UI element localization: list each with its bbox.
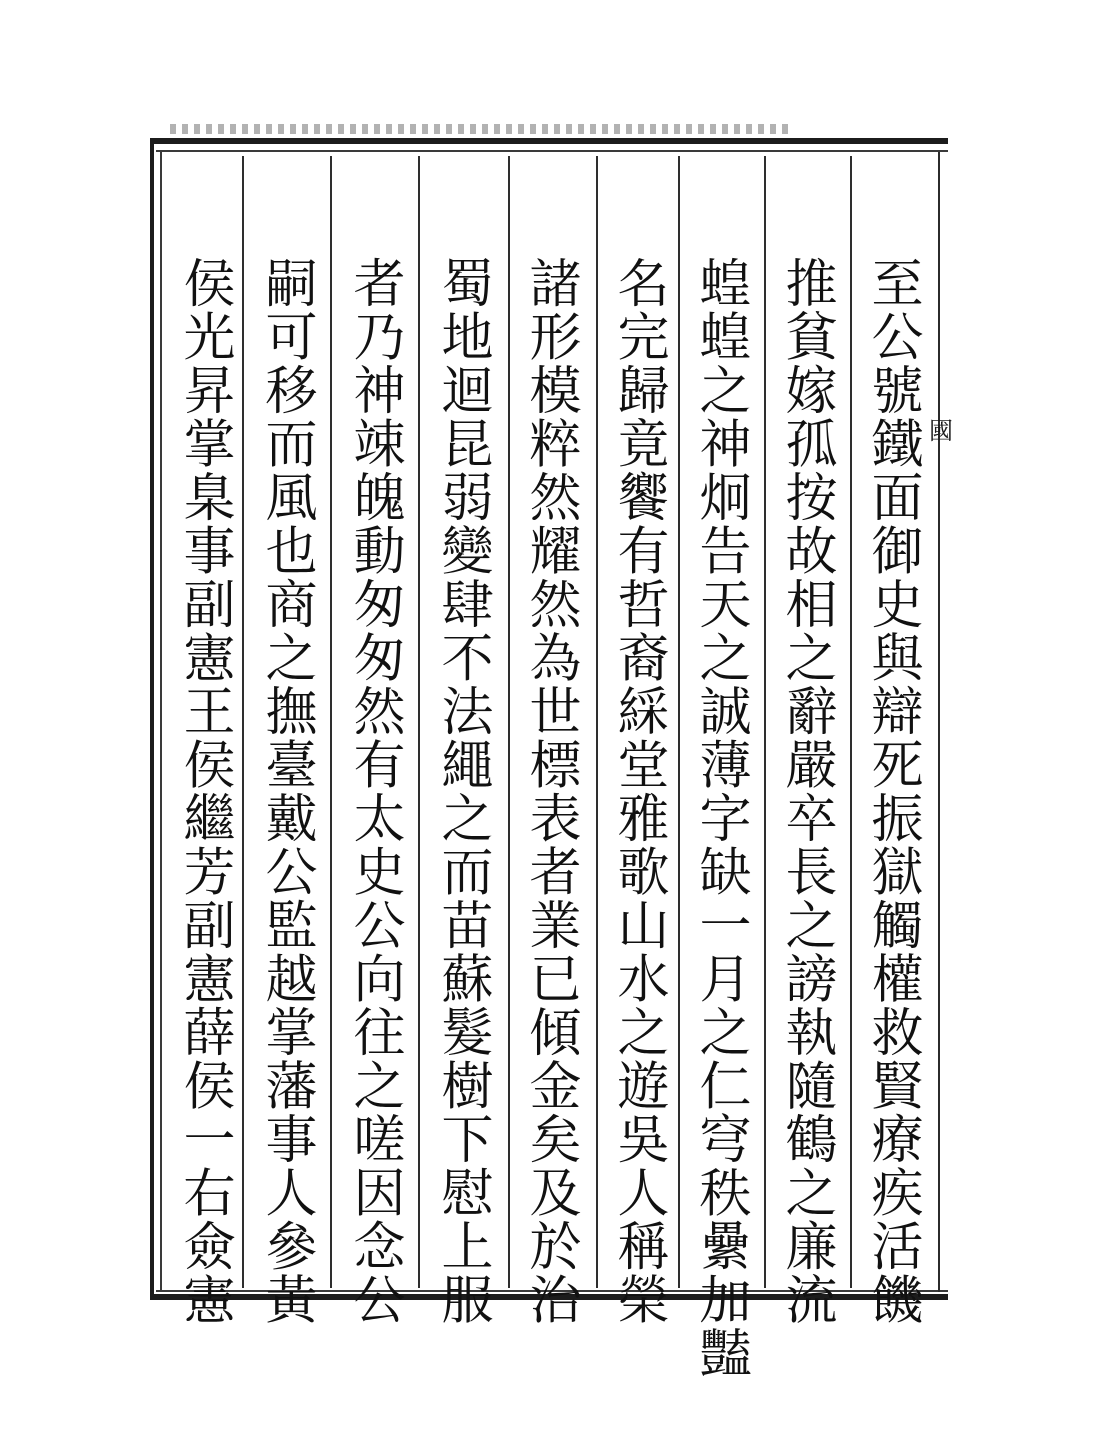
text-column-5: 諸形模粹然耀然為世標表者業已傾金矣及於治 (520, 256, 580, 1326)
text-column-6: 蜀地迴昆弱變肆不法繩之而苗蘇髮樹下慰上服 (432, 256, 492, 1326)
column-rule (850, 156, 852, 1288)
column-rule (596, 156, 598, 1288)
text-column-9: 侯光昇掌臬事副憲王侯繼芳副憲薛侯一右僉憲 (174, 256, 234, 1326)
frame-inner-top-rule (156, 150, 948, 152)
frame-inner-left-rule (160, 150, 162, 1292)
text-column-1: 至公號鐵面御史與辯死振獄觸權救賢療疾活饑 (862, 256, 922, 1326)
column-rule (330, 156, 332, 1288)
text-column-8: 嗣可移而風也商之撫臺戴公監越掌藩事人參黃 (256, 256, 316, 1326)
column-rule (764, 156, 766, 1288)
column-rule (242, 156, 244, 1288)
column-rule (678, 156, 680, 1288)
text-column-3: 蝗蝗之神炯告天之誠薄字缺一月之仁穹秩纍加豔 (690, 256, 750, 1380)
fold-mark: 國 (929, 417, 953, 445)
column-rule (508, 156, 510, 1288)
text-column-2: 推貧嫁孤按故相之辭嚴卒長之謗執隨鶴之廉流 (776, 256, 836, 1326)
text-column-4: 名完歸竟饗有哲裔綵堂雅歌山水之遊吳人稱榮 (608, 256, 668, 1326)
text-column-7: 者乃神竦魄動匆匆然有太史公向往之嗟因念公 (344, 256, 404, 1326)
worn-border-ornament (170, 124, 790, 134)
column-rule (418, 156, 420, 1288)
center-fold-line (938, 152, 940, 1292)
